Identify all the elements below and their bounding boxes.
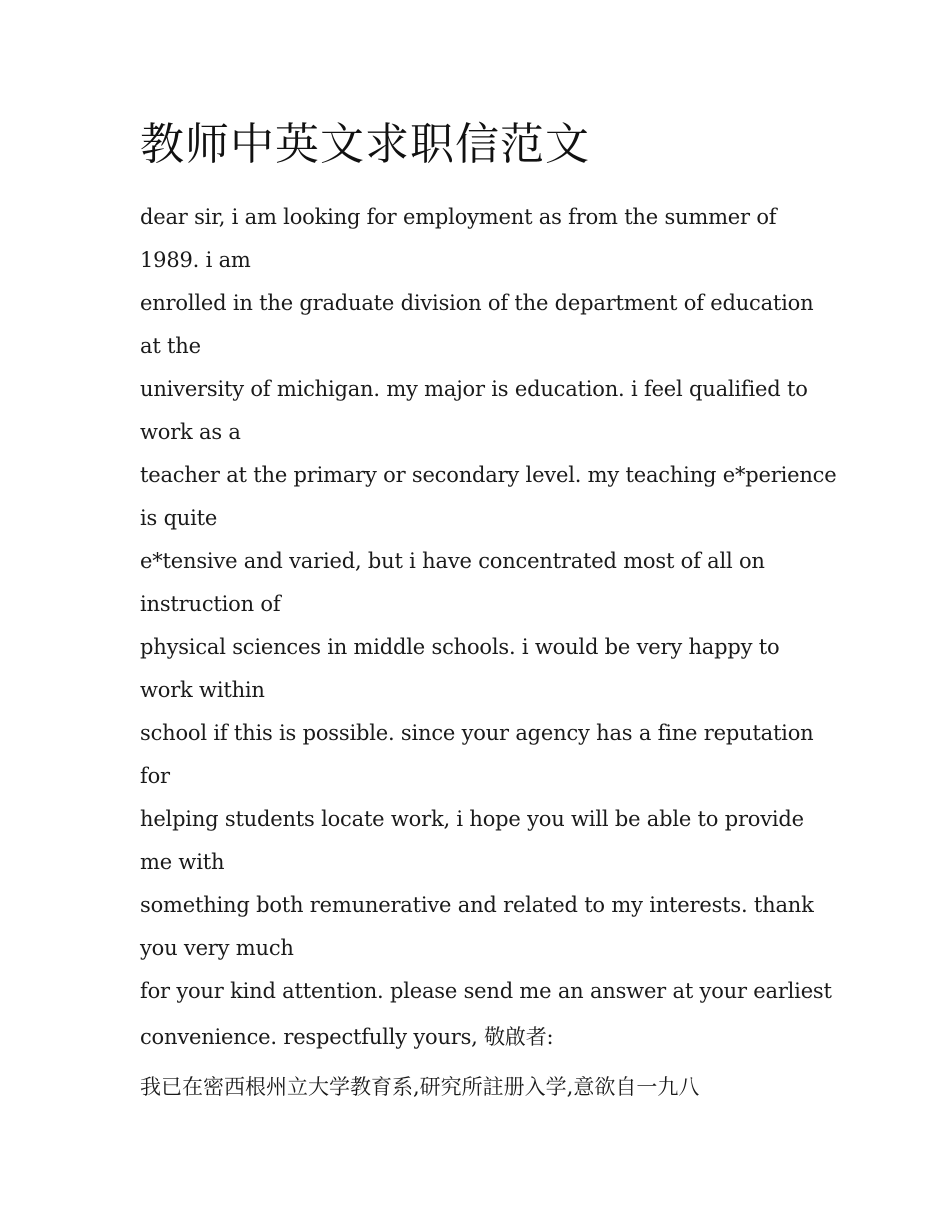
body-line: me with bbox=[140, 850, 225, 874]
body-line: is quite bbox=[140, 506, 218, 530]
body-line: e*tensive and varied, but i have concentrated most of all on bbox=[140, 549, 765, 573]
body-line-salutation: convenience. respectfully yours, 敬啟者: bbox=[140, 1025, 554, 1049]
body-line: school if this is possible. since your agency has a fine reputation bbox=[140, 721, 814, 745]
body-line: enrolled in the graduate division of the department of education bbox=[140, 291, 814, 315]
body-line: at the bbox=[140, 334, 201, 358]
body-line: something both remunerative and related to my interests. thank bbox=[140, 893, 814, 917]
body-line: physical sciences in middle schools. i would be very happy to bbox=[140, 635, 780, 659]
body-line: teacher at the primary or secondary level. my teaching e*perience bbox=[140, 463, 837, 487]
body-line: work as a bbox=[140, 420, 241, 444]
body-line: 1989. i am bbox=[140, 248, 251, 272]
body-line: for bbox=[140, 764, 170, 788]
body-line: for your kind attention. please send me an answer at your earliest bbox=[140, 979, 832, 1003]
body-line: instruction of bbox=[140, 592, 281, 616]
document-page bbox=[140, 112, 837, 1112]
body-line: work within bbox=[140, 678, 265, 702]
body-line: dear sir, i am looking for employment as from the summer of bbox=[140, 205, 777, 229]
body-line: you very much bbox=[140, 936, 294, 960]
body-line: university of michigan. my major is education. i feel qualified to bbox=[140, 377, 808, 401]
document-title: 教师中英文求职信范文 bbox=[140, 119, 590, 170]
body-line-chinese: 我已在密西根州立大学教育系,研究所註册入学,意欲自一九八 bbox=[140, 1075, 700, 1099]
body-line: helping students locate work, i hope you will be able to provide bbox=[140, 807, 804, 831]
letter-body bbox=[140, 196, 837, 1112]
